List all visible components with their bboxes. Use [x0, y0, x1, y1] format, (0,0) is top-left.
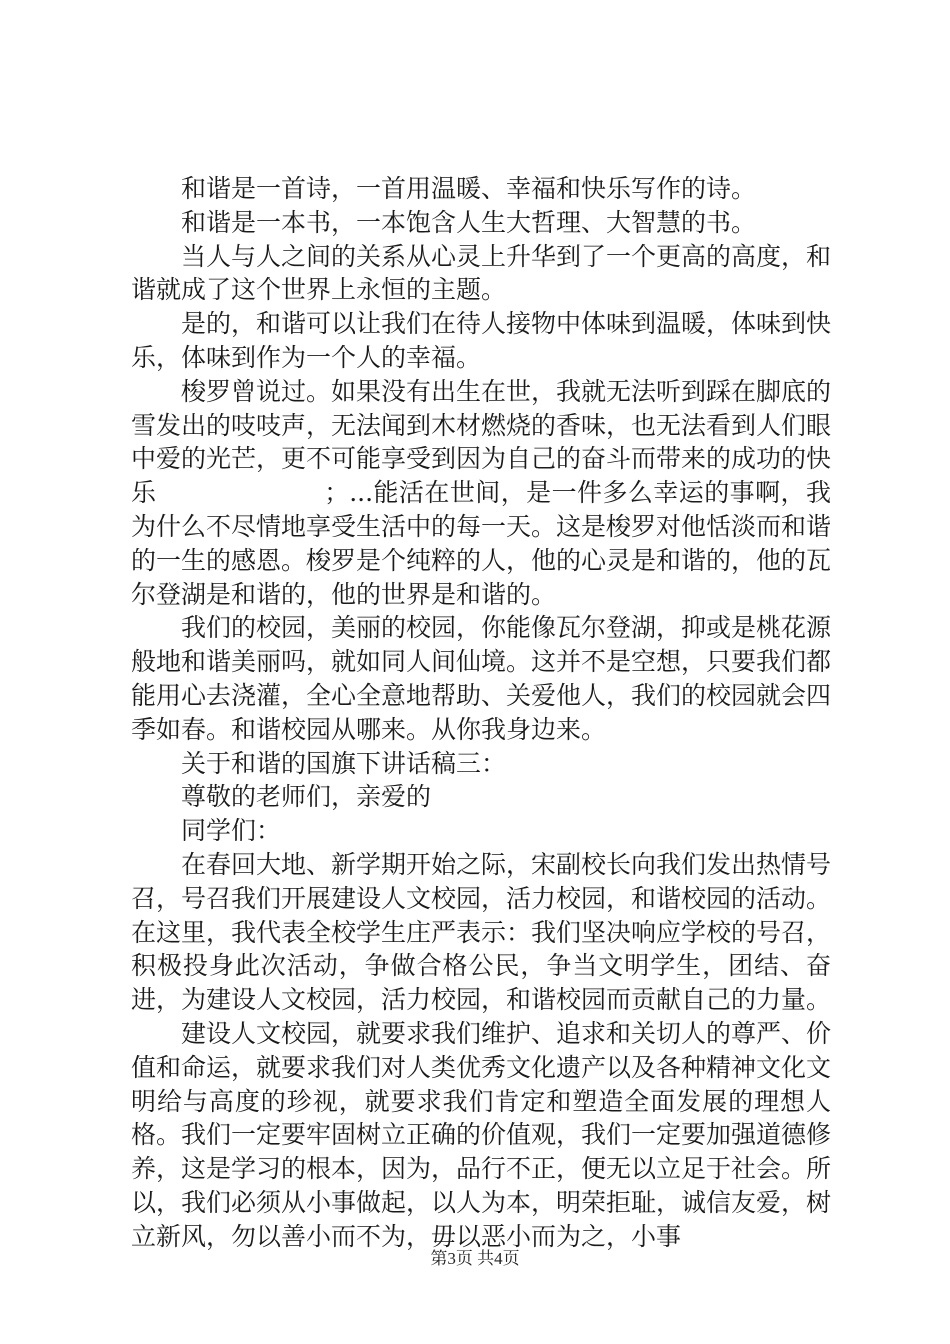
salutation: 同学们： [181, 816, 282, 846]
salutation: 尊敬的老师们，亲爱的 [181, 782, 432, 812]
paragraph: 建设人文校园，就要求我们维护、追求和关切人的尊严、价值和命运，就要求我们对人类优秀文化遗产以及各种精神文化文明给与高度的珍视，就要求我们肯定和塑造全面发展的理想人格。我们一定要牢固树立正确的价值观，我们一定要加强道德修养，这是学习的根本，因为，品行不正，便无以立足于社会。所以，我们必须从小事做起，以人为本，明荣拒耻，诚信友爱，树立新风，勿以善小而不为，毋以恶小而为之，小事 [131, 1018, 832, 1251]
body-text [131, 172, 831, 1254]
paragraph: 我们的校园，美丽的校园，你能像瓦尔登湖，抑或是桃花源般地和谐美丽吗，就如同人间仙境。这并不是空想，只要我们都能用心去浇灌，全心全意地帮助、关爱他人，我们的校园就会四季如春。和谐校园从哪来。从你我身边来。 [131, 613, 832, 744]
paragraph: 和谐是一本书，一本饱含人生大哲理、大智慧的书。 [181, 207, 757, 237]
paragraph: 和谐是一首诗，一首用温暖、幸福和快乐写作的诗。 [181, 174, 757, 203]
paragraph: 梭罗曾说过。如果没有出生在世，我就无法听到踩在脚底的雪发出的吱吱声，无法闻到木材燃烧的香味，也无法看到人们眼中爱的光芒，更不可能享受到因为自己的奋斗而带来的成功的快乐 ；...能活在世间，是一件多么幸运的事啊，我为什么不尽情地享受生活中的每一天。这是梭罗对他恬淡而和谐的一生的感恩。梭罗是个纯粹的人，他的心灵是和谐的，他的瓦尔登湖是和谐的，他的世界是和谐的。 [131, 376, 832, 609]
page-number-footer: 第3页 共4页 [430, 1249, 520, 1268]
section-heading: 关于和谐的国旗下讲话稿三： [181, 748, 507, 778]
paragraph: 当人与人之间的关系从心灵上升华到了一个更高的高度，和谐就成了这个世界上永恒的主题。 [131, 241, 832, 305]
paragraph: 是的，和谐可以让我们在待人接物中体味到温暖，体味到快乐，体味到作为一个人的幸福。 [131, 309, 832, 372]
paragraph: 在春回大地、新学期开始之际，宋副校长向我们发出热情号召，号召我们开展建设人文校园，活力校园，和谐校园的活动。在这里，我代表全校学生庄严表示：我们坚决响应学校的号召，积极投身此次活动，争做合格公民，争当文明学生，团结、奋进，为建设人文校园，活力校园，和谐校园而贡献自己的力量。 [131, 849, 832, 1015]
